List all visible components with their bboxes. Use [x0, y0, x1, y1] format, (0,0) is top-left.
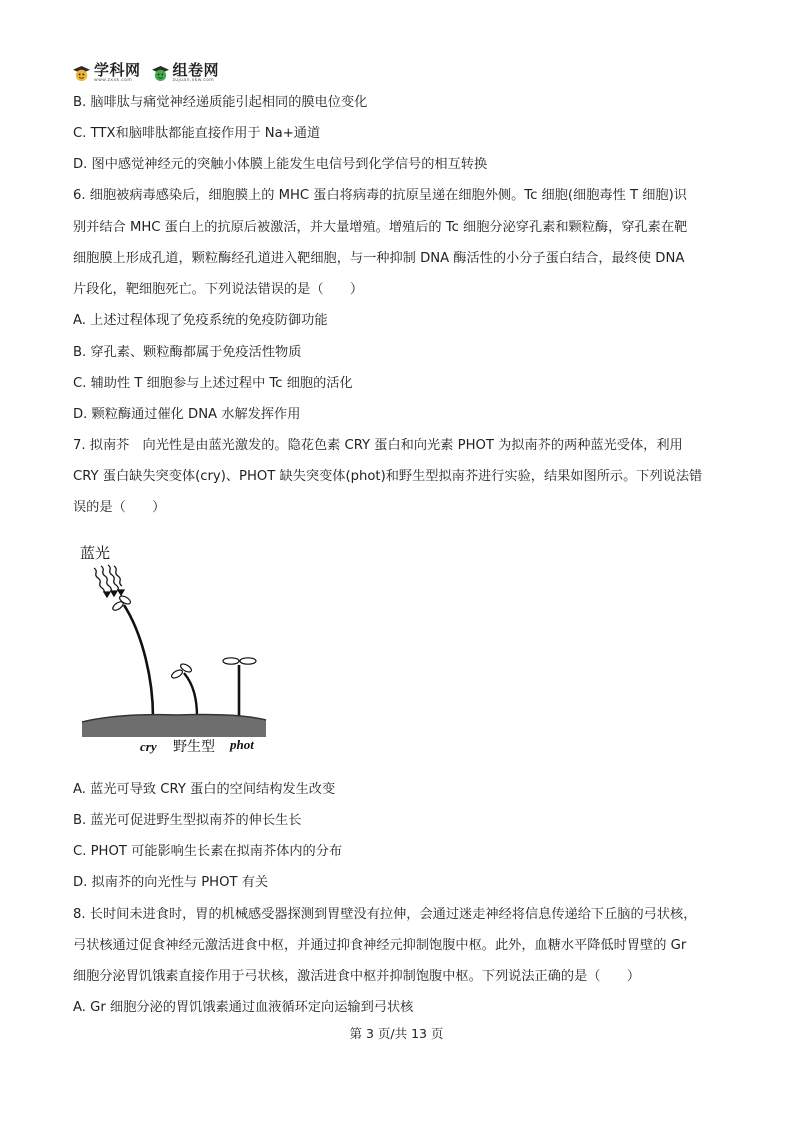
xuekewang-logo: [72, 60, 141, 84]
question-text: 细胞分泌胃饥饿素直接作用于弓状核，激活进食中枢并抑制饱腹中枢。下列说法正确的是（ ）: [73, 969, 641, 984]
phot-seedling: [223, 658, 256, 717]
question-text: 8. 长时间未进食时，胃的机械感受器探测到胃壁没有拉伸，会通过迷走神经将信息传递给下丘脑的弓状核，: [73, 907, 697, 922]
soil-surface: [82, 715, 266, 737]
option-line: D. 颗粒酶通过催化 DNA 水解发挥作用: [73, 407, 301, 422]
blue-light-label: 蓝光: [80, 545, 111, 562]
logo-url: zujuan.xkw.com: [172, 77, 215, 83]
question-text: 误的是（ ）: [73, 500, 166, 515]
option-line: C. PHOT 可能影响生长素在拟南芥体内的分布: [73, 844, 343, 859]
question-text: 细胞膜上形成孔道，颗粒酶经孔道进入靶细胞，与一种抑制 DNA 酶活性的小分子蛋白结合，最终使 DNA: [73, 251, 685, 266]
graduate-mascot-icon: [151, 65, 170, 82]
wild-type-label: 野生型: [173, 738, 215, 754]
option-line: B. 脑啡肽与痛觉神经递质能引起相同的膜电位变化: [73, 95, 368, 110]
question-text: 7. 拟南芥 向光性是由蓝光激发的。隐花色素 CRY 蛋白和向光素 PHOT 为拟南芥的两种蓝光受体，利用: [73, 438, 683, 453]
phototropism-figure: [78, 540, 278, 755]
option-line: A. 上述过程体现了免疫系统的免疫防御功能: [73, 313, 328, 328]
question-text: 弓状核通过促食神经元激活进食中枢，并通过抑食神经元抑制饱腹中枢。此外，血糖水平降低时胃壁的 Gr: [73, 938, 687, 953]
question-text: 片段化，靶细胞死亡。下列说法错误的是（ ）: [73, 282, 364, 297]
question-text: 别并结合 MHC 蛋白上的抗原后被激活，并大量增殖。增殖后的 Tc 细胞分泌穿孔素和颗粒酶，穿孔素在靶: [73, 220, 688, 235]
cry-label: cry: [140, 739, 157, 754]
cry-seedling: [111, 594, 153, 717]
blue-light-arrows-icon: [94, 565, 124, 597]
option-line: C. TTX和脑啡肽都能直接作用于 Na+通道: [73, 126, 321, 141]
logo-name: 组卷网: [172, 60, 220, 79]
option-line: A. Gr 细胞分泌的胃饥饿素通过血液循环定向运输到弓状核: [73, 1000, 414, 1015]
page-number: 第 3 页/共 13 页: [349, 1026, 444, 1041]
question-text: CRY 蛋白缺失突变体(cry)、PHOT 缺失突变体(phot)和野生型拟南芥进行实验，结果如图所示。下列说法错: [73, 469, 703, 484]
option-line: D. 图中感觉神经元的突触小体膜上能发生电信号到化学信号的相互转换: [73, 157, 488, 172]
wild-type-seedling: [170, 662, 197, 717]
option-line: C. 辅助性 T 细胞参与上述过程中 Tc 细胞的活化: [73, 376, 353, 391]
option-line: D. 拟南芥的向光性与 PHOT 有关: [73, 875, 269, 890]
logo-url: www.zxxk.com: [94, 77, 133, 83]
option-line: A. 蓝光可导致 CRY 蛋白的空间结构发生改变: [73, 782, 336, 797]
zujuanwang-logo: [151, 60, 220, 84]
graduate-mascot-icon: [72, 65, 91, 82]
option-line: B. 蓝光可促进野生型拟南芥的伸长生长: [73, 813, 302, 828]
logo-name: 学科网: [94, 60, 141, 79]
phot-label: phot: [230, 737, 254, 752]
question-text: 6. 细胞被病毒感染后，细胞膜上的 MHC 蛋白将病毒的抗原呈递在细胞外侧。Tc 细胞(细胞毒性 T 细胞)识: [73, 188, 687, 203]
option-line: B. 穿孔素、颗粒酶都属于免疫活性物质: [73, 345, 302, 360]
page-header: [72, 62, 219, 84]
